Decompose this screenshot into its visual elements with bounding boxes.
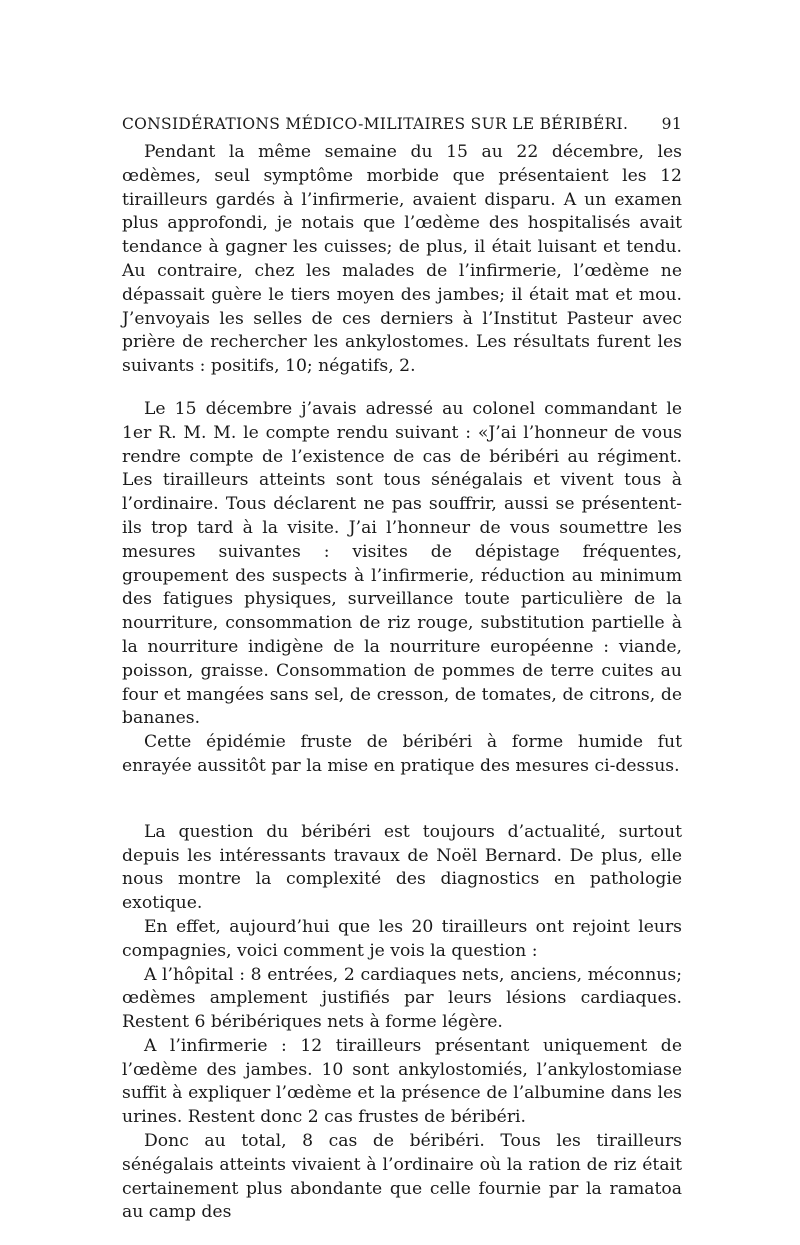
paragraph-6: A l’hôpital : 8 entrées, 2 cardiaques nets, anciens, méconnus; œdèmes amplement justifiés par leurs lésions cardiaques. Restent 6 béribériques nets à forme légère. [122,964,682,1033]
running-title: CONSIDÉRATIONS MÉDICO-MILITAIRES SUR LE BÉRIBÉRI. [122,115,629,133]
page [122,115,682,1225]
paragraph-8: Donc au total, 8 cas de béribéri. Tous les tirailleurs sénégalais atteints vivaient à l’ordinaire où la ration de riz était certainement plus abondante que celle fournie par la ramatoa au camp des [122,1131,682,1223]
paragraph-2: Le 15 décembre j’avais adressé au colonel commandant le 1er R. M. M. le compte rendu suivant : «J’ai l’honneur de vous rendre compte de l’existence de cas de béribéri au régiment. Les tirailleurs atteints sont tous sénégalais et vivent tous à l’ordinaire. Tous déclarent ne pas souffrir, aussi se présentent-ils trop tard à la visite. J’ai l’honneur de vous soumettre les mesures suivantes : visites de dépistage fréquentes, groupement des suspects à l’infirmerie, réduction au minimum des fatigues physiques, surveillance toute particulière de la nourriture, consommation de riz rouge, substitution partielle à la nourriture indigène de la nourriture européenne : viande, poisson, graisse. Consommation de pommes de terre cuites au four et mangées sans sel, de cresson, de tomates, de citrons, de bananes. [122,398,682,729]
paragraph-5: En effet, aujourd’hui que les 20 tirailleurs ont rejoint leurs compagnies, voici comment je vois la question : [122,916,682,961]
paragraph-3: Cette épidémie fruste de béribéri à forme humide fut enrayée aussitôt par la mise en pratique des mesures ci-dessus. [122,732,682,776]
paragraph-1: Pendant la même semaine du 15 au 22 décembre, les œdèmes, seul symptôme morbide que présentaient les 12 tirailleurs gardés à l’infirmerie, avaient disparu. A un examen plus approfondi, je notais que l’œdème des hospitalisés avait tendance à gagner les cuisses; de plus, il était luisant et tendu. Au contraire, chez les malades de l’infirmerie, l’œdème ne dépassait guère le tiers moyen des jambes; il était mat et mou. J’envoyais les selles de ces derniers à l’Institut Pasteur avec prière de rechercher les ankylostomes. Les résultats furent les suivants : positifs, 10; négatifs, 2. [122,142,682,377]
running-head [122,115,682,133]
page-number: 91 [661,115,682,133]
paragraph-7: A l’infirmerie : 12 tirailleurs présentant uniquement de l’œdème des jambes. 10 sont ankylostomiés, l’ankylostomiase suffit à expliquer l’œdème et la présence de l’albumine dans les urines. Restent donc 2 cas frustes de béribéri. [122,1035,682,1128]
paragraph-4: La question du béribéri est toujours d’actualité, surtout depuis les intéressants travaux de Noël Bernard. De plus, elle nous montre la complexité des diagnostics en pathologie exotique. [122,821,682,914]
